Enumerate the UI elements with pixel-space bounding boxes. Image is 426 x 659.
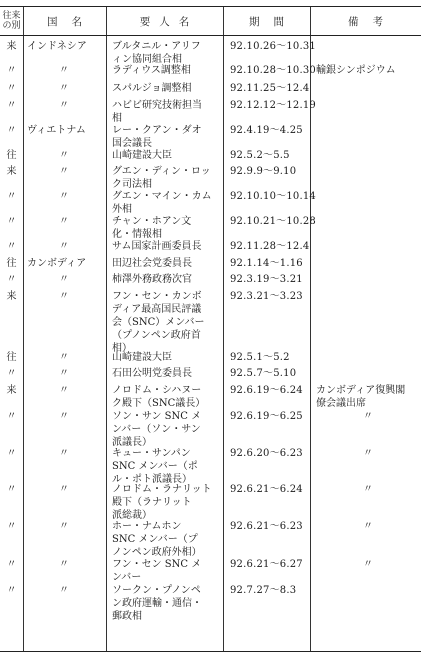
row-person: サム国家計画委員長 (112, 241, 202, 252)
header-direction-line1: 往来 (2, 11, 21, 21)
row-direction: 〃 (6, 65, 17, 76)
row-country: カンボディア (27, 258, 87, 269)
row-period: 92.1.14～1.16 (230, 258, 303, 269)
row-direction: 〃 (6, 83, 17, 94)
row-country: 〃 (59, 448, 69, 459)
header-period: 期間 (249, 15, 298, 28)
row-person: 山崎建設大臣 (112, 150, 172, 161)
row-direction: 〃 (6, 241, 17, 252)
row-period: 92.12.12～12.19 (230, 100, 316, 111)
column-divider (106, 7, 107, 651)
row-direction: 来 (6, 385, 17, 396)
header-person: 要人名 (139, 15, 199, 28)
row-country: 〃 (59, 166, 69, 177)
row-note: 〃 (363, 411, 373, 422)
row-period: 92.10.26～10.31 (230, 41, 316, 52)
row-country: 〃 (59, 352, 69, 363)
row-person: グエン・マイン・カム 外相 (112, 191, 212, 215)
row-period: 92.5.2～5.5 (230, 150, 290, 161)
visits-table (0, 6, 421, 652)
row-period: 92.10.28～10.30 (230, 65, 316, 76)
row-note: 輸銀シンポジウム (316, 65, 396, 76)
row-person: フン・セン SNC メ ンバー (112, 559, 202, 583)
row-country: 〃 (59, 559, 69, 570)
row-period: 92.5.1～5.2 (230, 352, 290, 363)
header-divider (0, 35, 421, 36)
row-note: 〃 (363, 484, 373, 495)
row-direction: 〃 (6, 191, 17, 202)
row-person: グエン・ディン・ロッ ク司法相 (112, 166, 211, 190)
row-direction: 往 (6, 258, 17, 269)
row-period: 92.6.19～6.24 (230, 385, 303, 396)
row-country: 〃 (59, 241, 69, 252)
row-country: 〃 (59, 274, 69, 285)
row-country: 〃 (59, 521, 69, 532)
row-person: 柿澤外務政務次官 (112, 274, 192, 285)
row-direction: 往 (6, 150, 17, 161)
row-period: 92.6.20～6.23 (230, 448, 303, 459)
row-note: 〃 (363, 521, 373, 532)
row-person: 田辺社会党委員長 (112, 258, 192, 269)
row-period: 92.5.7～5.10 (230, 368, 297, 379)
row-person: ホー・ナムホン SNC メンバー（プ ノンペン政府外相） (112, 521, 202, 558)
row-person: 石田公明党委員長 (112, 368, 192, 379)
row-person: チャン・ホアン文 化・情報相 (112, 216, 192, 240)
row-country: 〃 (59, 100, 69, 111)
header-direction (0, 7, 23, 35)
row-country: 〃 (59, 585, 69, 596)
row-country: 〃 (59, 368, 69, 379)
row-period: 92.6.21～6.24 (230, 484, 303, 495)
row-person: 山崎建設大臣 (112, 352, 172, 363)
row-direction: 来 (6, 166, 17, 177)
row-country: 〃 (59, 385, 69, 396)
row-country: 〃 (59, 65, 69, 76)
row-period: 92.11.28～12.4 (230, 241, 310, 252)
row-direction: 〃 (6, 216, 17, 227)
row-direction: 〃 (6, 100, 17, 111)
row-direction: 来 (6, 291, 17, 302)
row-country: 〃 (59, 83, 69, 94)
row-country: 〃 (59, 291, 69, 302)
row-direction: 〃 (6, 484, 17, 495)
row-person: ノロドム・シハヌー ク殿下（SNC議長） (112, 385, 206, 409)
row-direction: 〃 (6, 274, 17, 285)
row-person: レー・クアン・ダオ 国会議長 (112, 125, 202, 149)
row-period: 92.3.19～3.21 (230, 274, 303, 285)
row-country: 〃 (59, 411, 69, 422)
row-direction: 〃 (6, 125, 17, 136)
row-person: ソン・サン SNC メ ンバー（ソン・サン 派議長） (112, 411, 202, 448)
row-note: カンボディア復興閣 僚会議出席 (316, 385, 406, 409)
row-country: 〃 (59, 484, 69, 495)
row-period: 92.3.21～3.23 (230, 291, 303, 302)
row-period: 92.11.25～12.4 (230, 83, 310, 94)
header-notes: 備考 (348, 15, 397, 28)
row-person: ラディウス調整相 (112, 65, 191, 76)
row-country: ヴィエトナム (27, 125, 86, 136)
header-country: 国名 (47, 15, 96, 28)
row-person: スパルジョ調整相 (112, 83, 192, 94)
row-direction: 〃 (6, 521, 17, 532)
row-country: 〃 (59, 191, 69, 202)
row-direction: 〃 (6, 585, 17, 596)
row-period: 92.10.21～10.28 (230, 216, 316, 227)
row-person: キュー・サンパン SNC メンバー（ポ ル・ポト派議長） (112, 448, 198, 485)
row-period: 92.6.21～6.23 (230, 521, 303, 532)
row-note: 〃 (363, 559, 373, 570)
row-direction: 〃 (6, 448, 17, 459)
row-person: フン・セン・カンボ ディア最高国民評議 会（SNC）メンバー （プノンペン政府首 相） (112, 291, 205, 354)
row-period: 92.10.10～10.14 (230, 191, 316, 202)
row-period: 92.6.21～6.27 (230, 559, 303, 570)
row-person: ソークン・プノンペ ン政府運輸・通信・ 郵政相 (112, 585, 202, 622)
row-note: 〃 (363, 448, 373, 459)
row-direction: 往 (6, 352, 17, 363)
column-divider (23, 7, 24, 651)
row-period: 92.7.27～8.3 (230, 585, 297, 596)
row-period: 92.6.19～6.25 (230, 411, 303, 422)
row-direction: 〃 (6, 411, 17, 422)
row-direction: 来 (6, 41, 17, 52)
row-direction: 〃 (6, 368, 17, 379)
row-direction: 〃 (6, 559, 17, 570)
header-direction-line2: の別 (2, 21, 21, 31)
row-country: 〃 (59, 216, 69, 227)
row-country: 〃 (59, 150, 69, 161)
row-country: インドネシア (27, 41, 87, 52)
row-person: ブルタニル・アリフ ィン協同組合相 (112, 41, 201, 65)
row-period: 92.4.19～4.25 (230, 125, 303, 136)
row-person: ノロドム・ラナリット 殿下（ラナリット 派総裁） (112, 484, 212, 521)
row-person: ハビビ研究技術担当 相 (112, 100, 202, 124)
row-period: 92.9.9～9.10 (230, 166, 297, 177)
